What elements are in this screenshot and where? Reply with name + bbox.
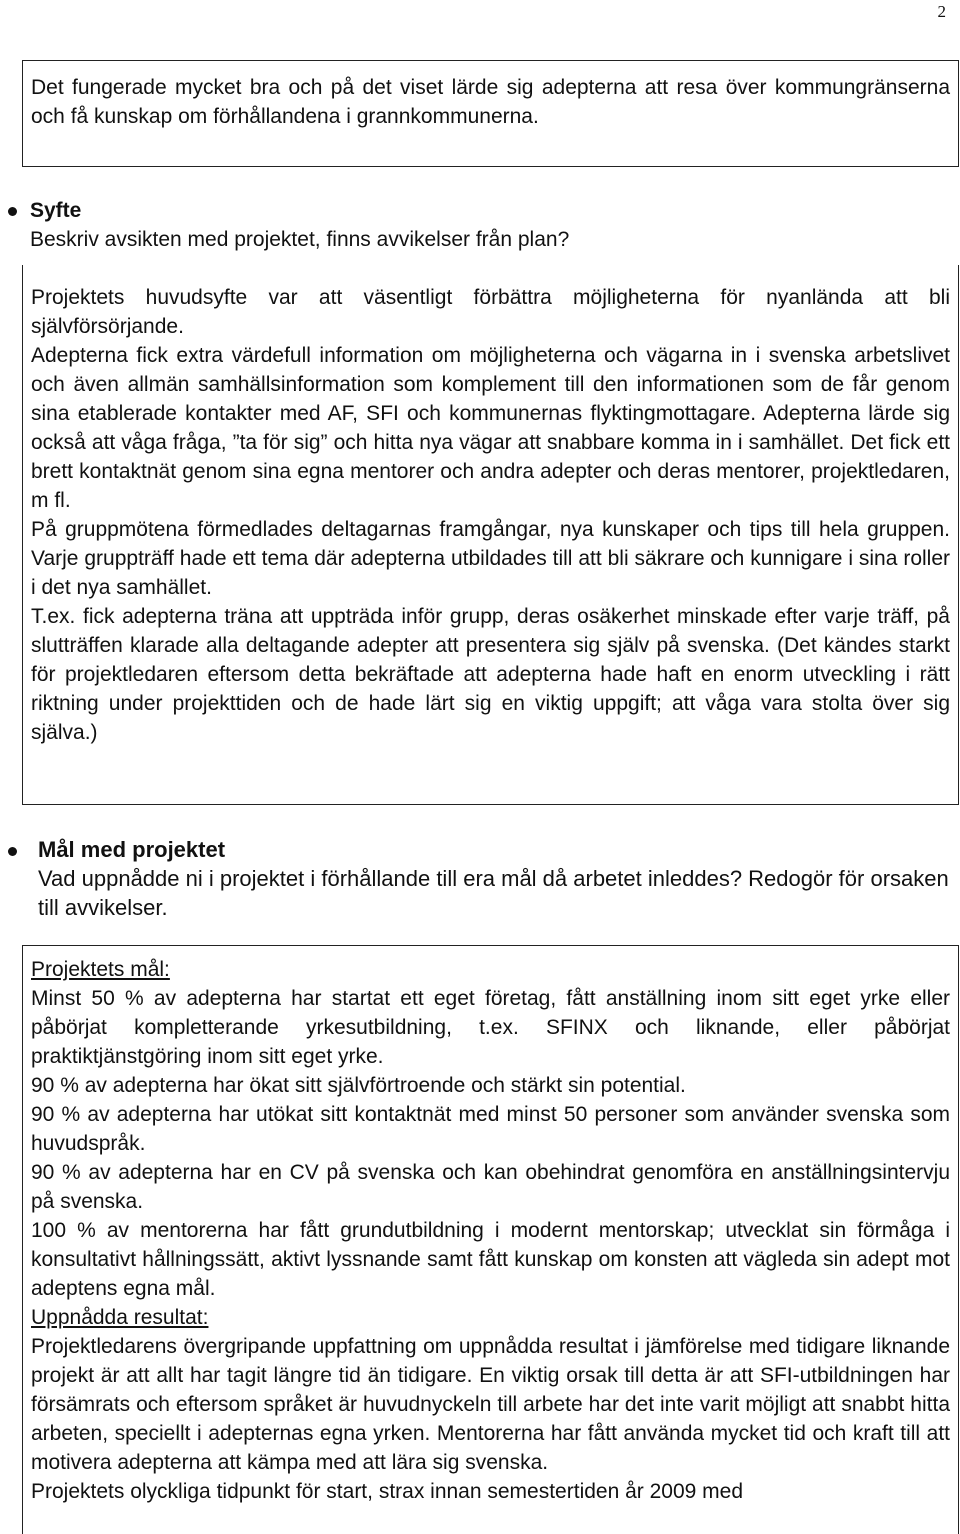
syfte-answer-box — [22, 265, 959, 805]
page-number: 2 — [937, 2, 946, 21]
goal-item: 90 % av adepterna har en CV på svenska och kan obehindrat genomföra en anställningsintervju på svenska. — [31, 1161, 950, 1213]
bullet-icon — [8, 847, 17, 856]
goal-item: 90 % av adepterna har ökat sitt självförtroende och stärkt sin potential. — [31, 1074, 686, 1097]
goal-item: 90 % av adepterna har utökat sitt kontaktnät med minst 50 personer som använder svenska som huvudspråk. — [31, 1103, 950, 1155]
box1-text: Det fungerade mycket bra och på det viset lärde sig adepterna att resa över kommungränserna och få kunskap om förhållandena i grannkommunerna. — [31, 76, 950, 128]
syfte-p3: På gruppmötena förmedlades deltagarnas framgångar, nya kunskaper och tips till hela gruppen. Varje gruppträff hade ett tema där adepterna utbildades till att bli säkrare och kunnigare i sina roller i det nya samhället. — [31, 518, 950, 599]
syfte-heading: Syfte — [30, 199, 82, 222]
syfte-section — [0, 196, 960, 254]
syfte-p2: Adepterna fick extra värdefull information om möjligheterna och vägarna in i svenska arbetslivet och även allmän samhällsinformation som komplement till den informationen som de får genom sina etablerade kontakter med AF, SFI och kommunernas flyktingmottagare. Adepterna lärde sig också att våga fråga, ”ta för sig” och hitta nya vägar att snabbare komma in i samhället. Det fick ett brett kontaktnät genom sina egna mentorer och andra adepter och deras mentorer, projektledaren, m fl. — [31, 344, 950, 512]
syfte-p1: Projektets huvudsyfte var att väsentligt förbättra möjligheterna för nyanlända att bli självförsörjande. — [31, 286, 950, 338]
syfte-p4: T.ex. fick adepterna träna att uppträda inför grupp, deras osäkerhet minskade efter varje träff, på slutträffen klarade alla deltagande adepter att presentera sig själv på svenska. (Det kändes starkt för projektledaren eftersom detta bekräftade att adepterna hade haft en enorm utveckling i rätt riktning under projekttiden och de hade lärt sig en viktig uppgift; att våga vara stolta över sig själva.) — [31, 605, 950, 744]
mal-section — [0, 835, 960, 922]
mal-heading: Mål med projektet — [38, 837, 226, 862]
goals-label: Projektets mål: — [31, 958, 170, 981]
previous-section-box — [22, 60, 959, 167]
goal-item: Minst 50 % av adepterna har startat ett eget företag, fått anställning inom sitt eget yrke eller påbörjat kompletterande yrkesutbildning, t.ex. SFINX och liknande, eller påbörjat praktiktjänstgöring inom sitt eget yrke. — [31, 987, 950, 1068]
bullet-icon — [8, 207, 17, 216]
result-item: Projektets olyckliga tidpunkt för start, strax innan semestertiden år 2009 med — [31, 1480, 744, 1503]
mal-question: Vad uppnådde ni i projektet i förhållande till era mål då arbetet inleddes? Redogör för orsaken till avvikelser. — [38, 866, 949, 920]
results-label: Uppnådda resultat: — [31, 1306, 209, 1329]
goal-item: 100 % av mentorerna har fått grundutbildning i modernt mentorskap; utvecklat sin förmåga i konsultativt hållningssätt, aktivt lyssnande samt fått kunskap om konsten att vägleda sin adept mot adeptens egna mål. — [31, 1219, 950, 1300]
result-item: Projektledarens övergripande uppfattning om uppnådda resultat i jämförelse med tidigare liknande projekt är att allt har tagit längre tid än tidigare. En viktig orsak till detta är att SFI-utbildningen har försämrats och eftersom språket är huvudnyckeln till arbete har det inte varit möjligt att snabbt hitta arbeten, speciellt i adepternas egna yrken. Mentorerna har fått använda mycket tid och kraft till att motivera adepterna att kämpa med att lära sig svenska. — [31, 1335, 950, 1474]
mal-answer-box — [22, 945, 959, 1534]
syfte-question: Beskriv avsikten med projektet, finns avvikelser från plan? — [30, 228, 570, 251]
